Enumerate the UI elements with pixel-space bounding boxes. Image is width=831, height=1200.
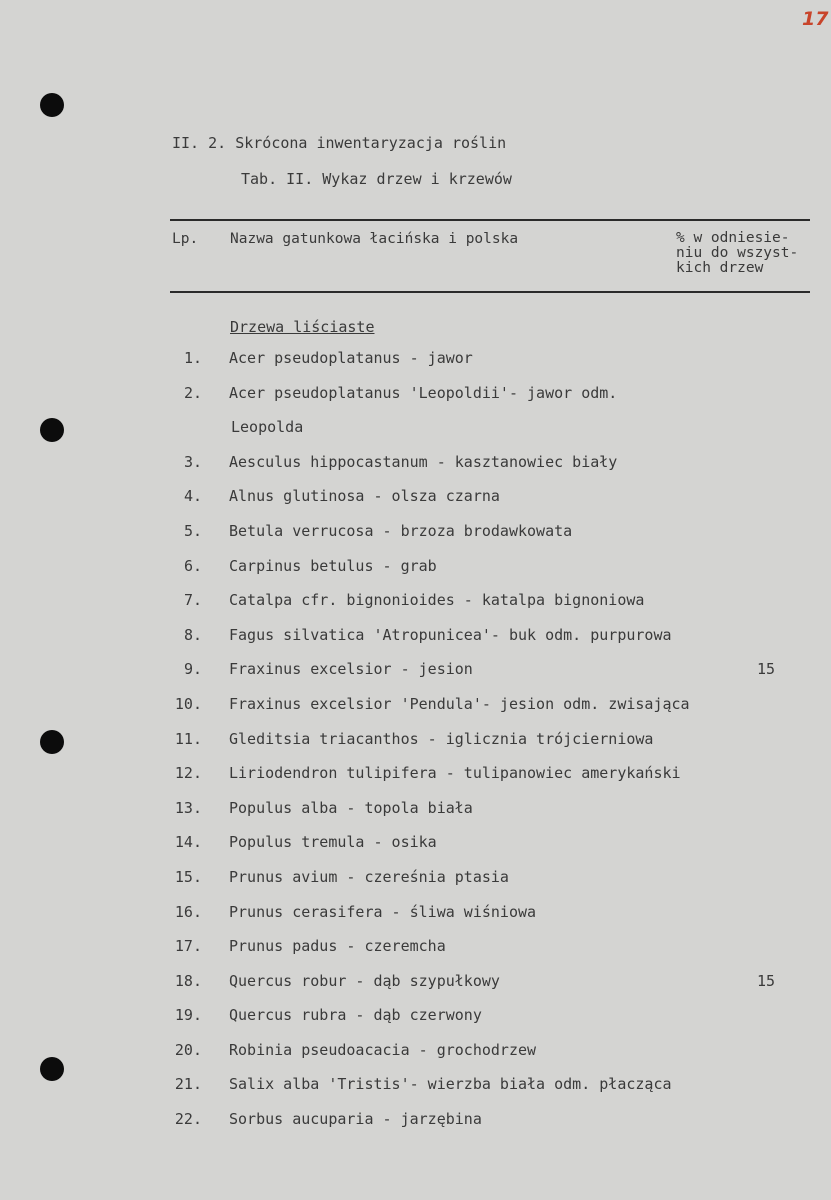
species-name: Gleditsia triacanthos - iglicznia trójcierniowa: [229, 729, 654, 748]
subhead-deciduous-trees: Drzewa liściaste: [230, 318, 375, 336]
header-percent-line: % w odniesie-: [676, 230, 790, 246]
species-name: Fraxinus excelsior - jesion: [229, 660, 473, 679]
species-name: Betula verrucosa - brzoza brodawkowata: [229, 521, 573, 540]
row-number: 18.: [174, 971, 202, 990]
table-row: [0, 1110, 831, 1145]
row-number: 6.: [183, 556, 202, 575]
table-body: [0, 349, 831, 1145]
row-number: 11.: [174, 729, 202, 748]
species-name: Leopolda: [231, 418, 304, 437]
row-number: 7.: [183, 591, 202, 610]
punch-hole: [40, 93, 64, 117]
table-row: [0, 522, 831, 557]
species-name: Prunus avium - czereśnia ptasia: [229, 867, 509, 886]
row-number: 12.: [174, 764, 202, 783]
header-percent-line: kich drzew: [676, 260, 764, 276]
species-name: Populus tremula - osika: [229, 833, 437, 852]
table-row: [0, 903, 831, 938]
row-number: 10.: [174, 694, 202, 713]
row-number: 1.: [183, 349, 202, 367]
row-number: 9.: [183, 660, 202, 679]
species-name: Alnus glutinosa - olsza czarna: [229, 487, 500, 506]
row-number: 21.: [174, 1075, 202, 1094]
table-row: [0, 1075, 831, 1110]
table-row: [0, 349, 831, 384]
row-number: 22.: [174, 1110, 202, 1129]
species-name: Liriodendron tulipifera - tulipanowiec amerykański: [229, 764, 681, 783]
row-number: 16.: [174, 902, 202, 921]
species-name: Prunus padus - czeremcha: [229, 937, 446, 956]
table-row: [0, 972, 831, 1007]
header-percent-line: niu do wszyst-: [676, 245, 799, 261]
row-number: 13.: [174, 798, 202, 817]
table-row: [0, 487, 831, 522]
table-top-rule: [170, 219, 810, 221]
species-name: Fagus silvatica 'Atropunicea'- buk odm. purpurowa: [229, 625, 672, 644]
row-percent: 15: [757, 660, 776, 679]
section-title: II. 2. Skrócona inwentaryzacja roślin: [172, 134, 507, 152]
species-name: Catalpa cfr. bignonioides - katalpa bignoniowa: [229, 591, 645, 610]
species-name: Acer pseudoplatanus - jawor: [229, 349, 473, 367]
table-row: [0, 1006, 831, 1041]
species-name: Carpinus betulus - grab: [229, 556, 437, 575]
table-row: [0, 799, 831, 834]
table-row: [0, 1041, 831, 1076]
table-row: [0, 868, 831, 903]
table-row: [0, 730, 831, 765]
species-name: Sorbus aucuparia - jarzębina: [229, 1110, 482, 1129]
row-number: 19.: [174, 1006, 202, 1025]
row-number: 2.: [183, 383, 202, 402]
table-title: Tab. II. Wykaz drzew i krzewów: [241, 170, 512, 188]
table-row: [0, 833, 831, 868]
species-name: Robinia pseudoacacia - grochodrzew: [229, 1040, 537, 1059]
species-name: Populus alba - topola biała: [229, 798, 473, 817]
species-name: Salix alba 'Tristis'- wierzba biała odm. płacząca: [229, 1075, 672, 1094]
row-number: 4.: [183, 487, 202, 506]
row-number: 14.: [174, 833, 202, 852]
species-name: Prunus cerasifera - śliwa wiśniowa: [229, 902, 537, 921]
header-lp: Lp.: [172, 231, 199, 247]
species-name: Fraxinus excelsior 'Pendula'- jesion odm. zwisająca: [229, 694, 690, 713]
table-row: [0, 937, 831, 972]
table-row: [0, 764, 831, 799]
species-name: Aesculus hippocastanum - kasztanowiec biały: [229, 452, 618, 471]
row-percent: 15: [757, 971, 776, 990]
row-number: 15.: [174, 867, 202, 886]
header-name: Nazwa gatunkowa łacińska i polska: [230, 231, 519, 247]
header-percent: [676, 231, 816, 276]
table-header-rule: [170, 291, 810, 293]
table-row: [0, 453, 831, 488]
table-row: [0, 557, 831, 592]
species-name: Quercus robur - dąb szypułkowy: [229, 971, 500, 990]
table-row: [0, 591, 831, 626]
row-number: 8.: [183, 625, 202, 644]
row-number: 3.: [183, 452, 202, 471]
row-number: 17.: [174, 937, 202, 956]
table-row: [0, 660, 831, 695]
table-row: [0, 418, 831, 453]
table-row: [0, 695, 831, 730]
row-number: 20.: [174, 1040, 202, 1059]
species-name: Acer pseudoplatanus 'Leopoldii'- jawor odm.: [229, 383, 618, 402]
table-row: [0, 384, 831, 419]
page-number: 17: [802, 8, 829, 30]
row-number: 5.: [183, 521, 202, 540]
species-name: Quercus rubra - dąb czerwony: [229, 1006, 482, 1025]
table-row: [0, 626, 831, 661]
